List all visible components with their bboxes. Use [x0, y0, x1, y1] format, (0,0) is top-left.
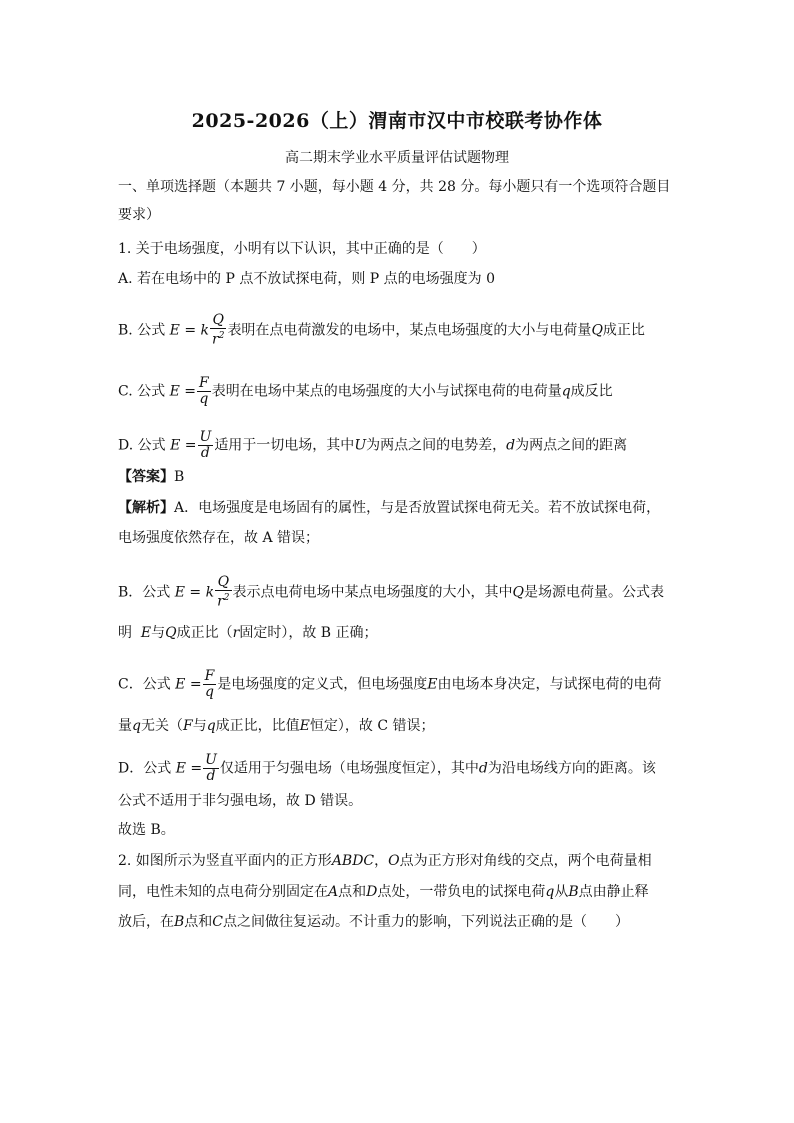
question-text: 从 [554, 884, 569, 900]
variable: C [212, 914, 224, 930]
analysis-text: 无关（ [140, 718, 183, 734]
analysis-line-7 [118, 753, 656, 784]
fraction-denominator: d [206, 768, 216, 784]
analysis-line-5 [118, 669, 662, 700]
analysis-text: 由电场本身决定，与试探电荷的电荷 [437, 676, 662, 693]
analysis-line-3 [118, 575, 664, 610]
analysis-text: 与 [151, 625, 166, 641]
variable: D [366, 884, 378, 900]
q1-option-c [118, 376, 613, 407]
variable: r [232, 625, 240, 641]
analysis-line-6 [118, 717, 435, 735]
option-text: 为两点之间的距离 [515, 437, 628, 454]
variable: r [217, 593, 224, 610]
fraction-numerator: F [198, 375, 209, 391]
fraction [210, 313, 226, 348]
fraction-denominator: q [204, 684, 214, 700]
analysis-line-8: 公式不适用于非匀强电场，故 D 错误。 [118, 793, 363, 809]
variable: E [427, 676, 438, 693]
analysis-text: 量 [118, 718, 132, 734]
analysis-text: 恒定），故 C 错误； [309, 718, 435, 734]
variable: Q [591, 322, 603, 339]
option-text: 适用于一切电场，其中 [214, 437, 355, 454]
fraction-numerator: U [199, 429, 212, 445]
analysis-text: 是电场强度的定义式，但电场强度 [217, 676, 428, 693]
q2-stem-line-1 [118, 852, 652, 870]
formula: E = [175, 676, 202, 693]
analysis-text: 明 [118, 625, 132, 641]
analysis-text: 固定时），故 B 正确； [239, 625, 378, 641]
analysis-text: 与 [192, 718, 207, 734]
variable: q [132, 718, 141, 734]
option-label: C. 公式 [118, 383, 166, 400]
variable: Q [512, 584, 525, 601]
variable: A [328, 884, 339, 900]
option-text: 表明在电场中某点的电场强度的大小与试探电荷的电荷量 [211, 383, 562, 400]
question-text: 点之间做往复运动。不计重力的影响，下列说法正确的是（ ） [223, 914, 630, 930]
question-text: 点由静止释 [578, 884, 649, 900]
q1-option-a: A. 若在电场中的 P 点不放试探电荷，则 P 点的电场强度为 0 [118, 271, 496, 287]
variable: d [478, 760, 488, 777]
question-text: 2. 如图所示为竖直平面内的正方形 [118, 853, 332, 869]
answer-label: 【答案】 [118, 469, 174, 485]
analysis-text: 成正比，比值 [215, 718, 300, 734]
option-label: B. 公式 [118, 322, 166, 339]
variable: O [388, 853, 400, 869]
formula: E = [169, 383, 196, 400]
analysis-text: 表示点电荷电场中某点电场强度的大小，其中 [232, 584, 513, 601]
variable: E [140, 625, 152, 641]
analysis-line-4 [118, 624, 378, 642]
variable: d [506, 437, 516, 454]
variable: B [568, 884, 579, 900]
variable: B [174, 914, 185, 930]
fraction [203, 669, 217, 700]
fraction-denominator: d [200, 445, 210, 461]
q1-option-d [118, 430, 627, 461]
fraction-numerator: F [204, 668, 215, 684]
analysis-text: B．公式 [118, 584, 171, 601]
analysis-line-1 [118, 499, 660, 517]
q1-stem: 1. 关于电场强度，小明有以下认识，其中正确的是（ ） [118, 241, 486, 257]
analysis-line-2: 电场强度依然存在，故 A 错误； [118, 530, 320, 546]
fraction [203, 753, 219, 784]
variable: U [354, 437, 367, 454]
q1-answer [118, 468, 184, 486]
question-text: ， [374, 853, 389, 869]
fraction-numerator: Q [210, 313, 226, 329]
q2-stem-line-2 [118, 883, 649, 901]
section-heading: 一、单项选择题（本题共 7 小题，每小题 4 分，共 28 分。每小题只有一个选项符合题目 [118, 179, 671, 195]
document-title: 2025-2026（上）渭南市汉中市校联考协作体 [191, 110, 603, 132]
question-text: 点为正方形对角线的交点，两个电荷量相 [399, 853, 652, 869]
analysis-text: C．公式 [118, 676, 171, 693]
fraction-denominator: q [199, 391, 209, 407]
variable: r [212, 331, 219, 348]
analysis-text: 为沿电场线方向的距离。该 [487, 760, 656, 777]
variable: q [561, 383, 571, 400]
analysis-text: D．公式 [118, 760, 172, 777]
section-heading-cont: 要求） [118, 207, 160, 223]
question-text: 点处，一带负电的试探电荷 [377, 884, 546, 900]
fraction-denominator [210, 329, 226, 348]
option-text: 成反比 [570, 383, 613, 400]
answer-value: B [174, 469, 185, 485]
question-text: 点和 [184, 914, 213, 930]
fraction [198, 430, 214, 461]
exponent: 2 [223, 593, 230, 603]
q2-stem-line-3 [118, 913, 629, 931]
exponent: 2 [218, 331, 225, 341]
fraction-numerator: U [205, 752, 217, 768]
variable: ABDC [331, 853, 375, 869]
option-text: 表明在点电荷激发的电场中，某点电场强度的大小与电荷量 [227, 322, 592, 339]
fraction [197, 376, 211, 407]
variable: Q [165, 625, 177, 641]
formula: E = [170, 437, 197, 454]
analysis-text: A．电场强度是电场固有的属性，与是否放置试探电荷无关。若不放试探电荷， [174, 500, 661, 516]
question-text: 同，电性未知的点电荷分别固定在 [118, 884, 328, 900]
question-text: 点和 [338, 884, 367, 900]
variable: E [299, 718, 310, 734]
formula: E = k [169, 322, 209, 339]
analysis-label: 【解析】 [118, 500, 174, 516]
fraction [215, 575, 231, 610]
fraction-denominator [215, 591, 231, 610]
question-text: 放后，在 [118, 914, 174, 930]
analysis-text: 仅适用于匀强电场（电场强度恒定），其中 [219, 760, 479, 777]
document-subtitle: 高二期末学业水平质量评估试题物理 [285, 150, 509, 166]
option-label: D. 公式 [118, 437, 166, 454]
formula: E = k [174, 584, 215, 601]
fraction-numerator: Q [215, 575, 231, 591]
variable: q [206, 718, 216, 734]
analysis-text: 成正比（ [176, 625, 233, 641]
analysis-text: 是场源电荷量。公式表 [524, 584, 665, 601]
q1-option-b [118, 313, 645, 348]
option-text: 为两点之间的电势差， [366, 437, 507, 454]
variable: F [182, 718, 193, 734]
variable: q [545, 884, 555, 900]
formula: E = [175, 760, 203, 777]
option-text: 成正比 [602, 322, 645, 339]
analysis-line-9: 故选 B。 [118, 822, 175, 838]
